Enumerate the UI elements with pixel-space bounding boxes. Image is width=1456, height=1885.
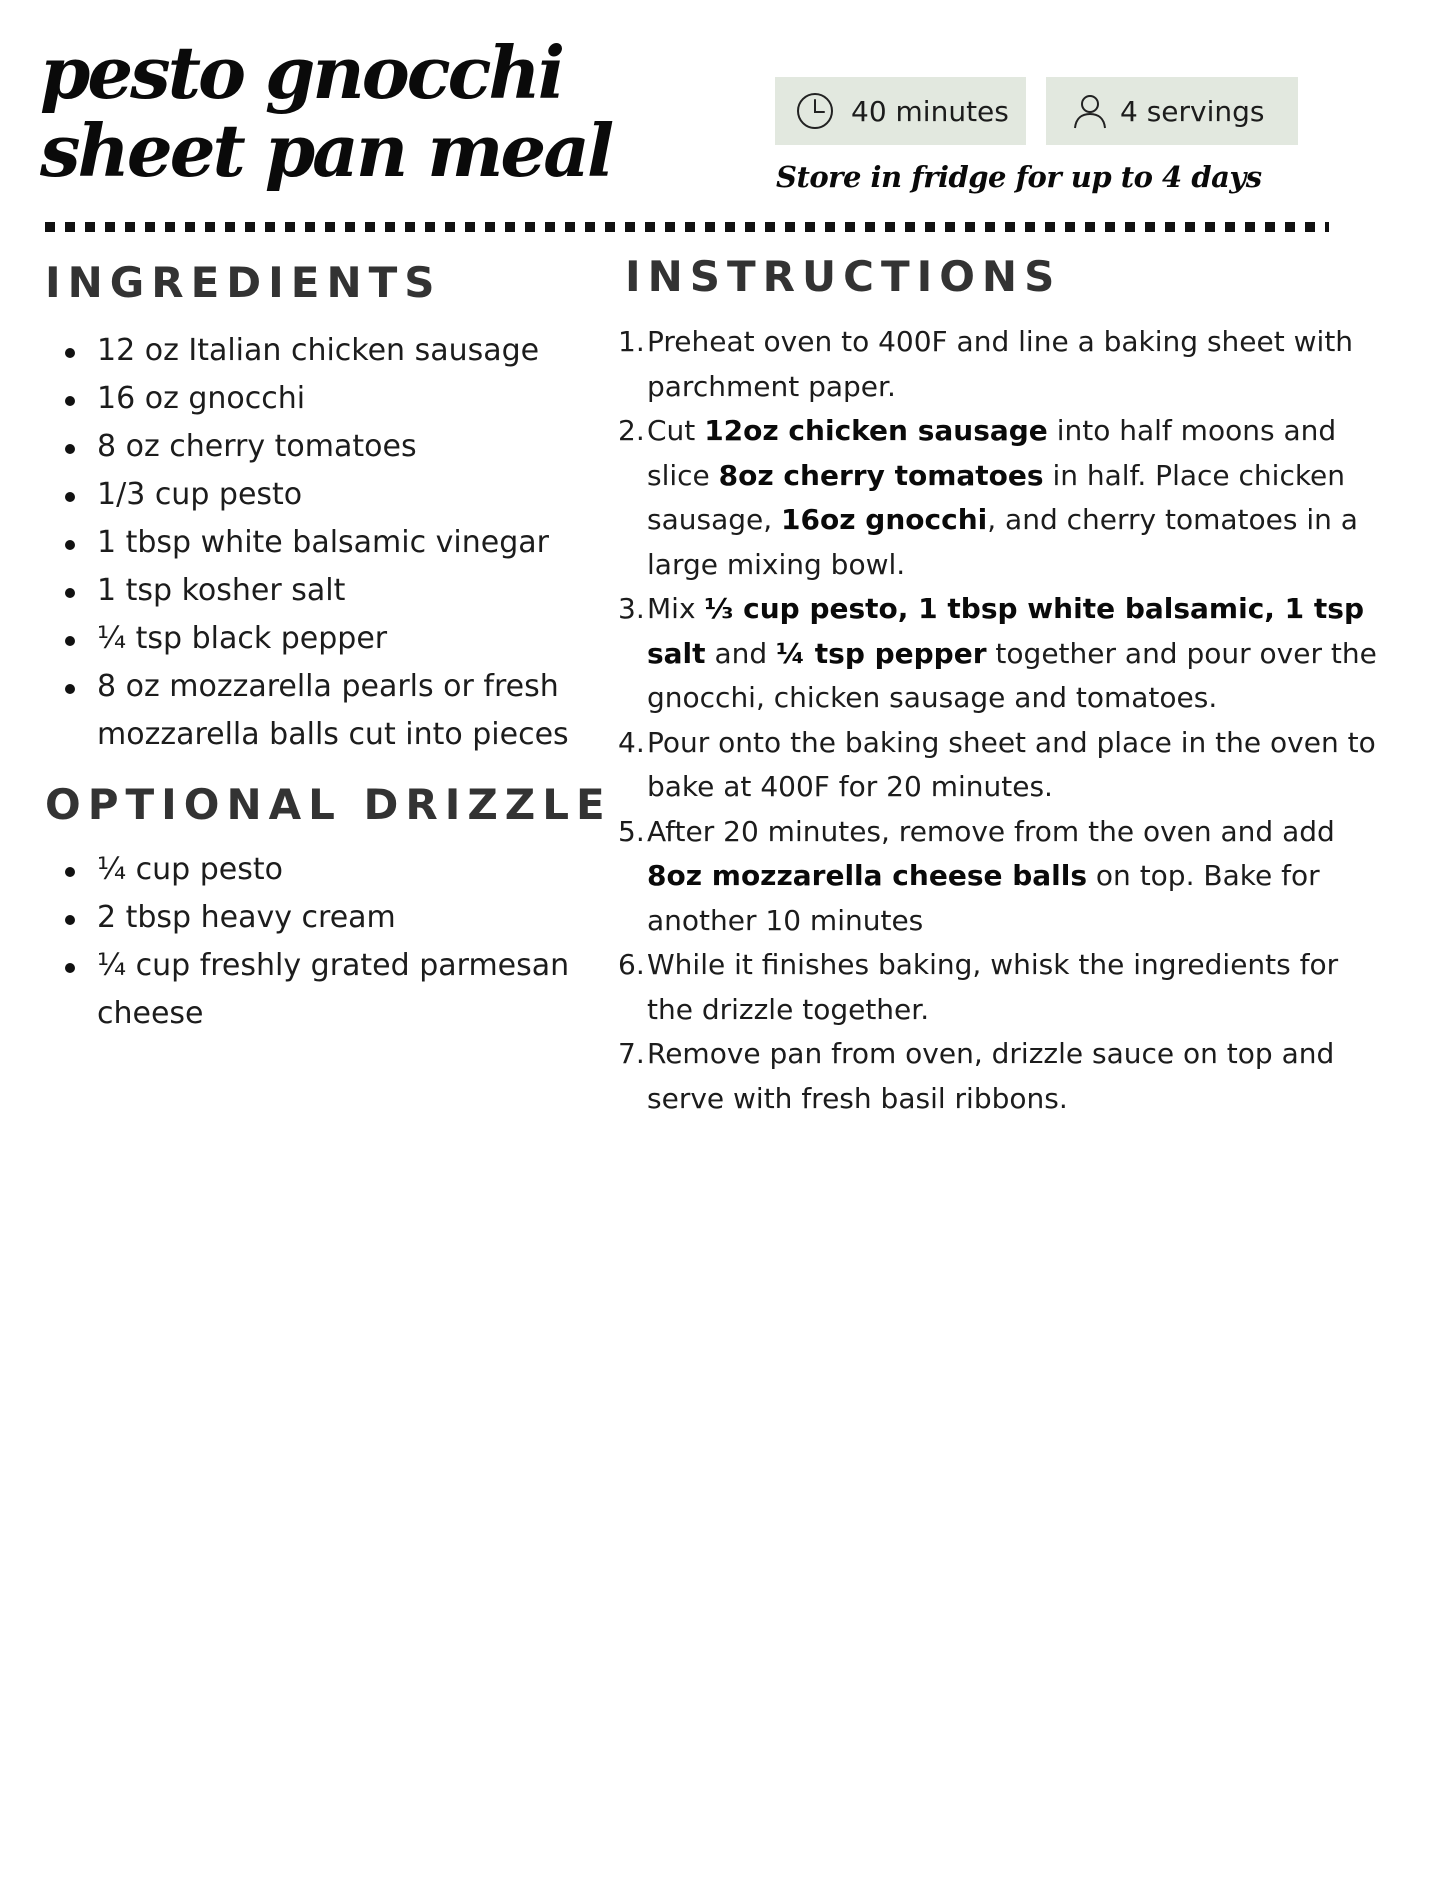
step-text: in half. Place chicken sausage, xyxy=(647,458,1346,536)
ingredient-item: 16 oz gnocchi xyxy=(57,375,577,423)
instructions-list xyxy=(618,320,1378,1121)
step-text-bold: ¼ tsp pepper xyxy=(776,636,987,670)
step-text-bold: 8oz mozzarella cheese balls xyxy=(647,859,1088,892)
step-number: 1. xyxy=(618,325,645,358)
step-text: While it finishes baking, whisk the ingredients for the drizzle together. xyxy=(647,948,1339,1026)
ingredient-item: ¼ tsp black pepper xyxy=(57,615,577,663)
ingredient-item: 8 oz mozzarella pearls or fresh mozzarella balls cut into pieces xyxy=(57,663,577,759)
drizzle-item: ¼ cup pesto xyxy=(57,846,577,894)
instruction-step xyxy=(618,1032,1378,1121)
ingredient-item: 8 oz cherry tomatoes xyxy=(57,423,577,471)
drizzle-list xyxy=(57,846,577,1038)
storage-note: Store in fridge for up to 4 days xyxy=(776,160,1262,194)
step-text: Cut xyxy=(647,414,705,447)
instruction-step xyxy=(618,721,1378,810)
servings-badge xyxy=(1046,77,1298,145)
instructions-heading: INSTRUCTIONS xyxy=(625,252,1062,301)
step-text-bold: 8oz cherry tomatoes xyxy=(718,458,1044,492)
step-text: Remove pan from oven, drizzle sauce on top and serve with fresh basil ribbons. xyxy=(647,1037,1335,1115)
clock-icon xyxy=(795,91,835,131)
person-icon xyxy=(1070,91,1110,131)
step-text: into half moons and slice xyxy=(647,414,1337,492)
dotted-divider xyxy=(45,222,1329,232)
instruction-step xyxy=(618,320,1378,409)
title-line-2: sheet pan meal xyxy=(40,108,612,193)
drizzle-item: 2 tbsp heavy cream xyxy=(57,894,577,942)
instruction-step xyxy=(618,943,1378,1032)
step-text-bold: 16oz gnocchi xyxy=(781,503,988,536)
ingredients-list xyxy=(57,327,577,759)
step-text: , and cherry tomatoes in a large mixing bowl. xyxy=(647,503,1358,581)
instruction-step xyxy=(618,587,1378,721)
step-number: 5. xyxy=(618,814,645,848)
step-text: Preheat oven to 400F and line a baking sheet with parchment paper. xyxy=(647,325,1354,403)
step-text: After 20 minutes, remove from the oven and add xyxy=(647,814,1335,848)
ingredient-item: 1 tbsp white balsamic vinegar xyxy=(57,519,577,567)
ingredients-heading: INGREDIENTS xyxy=(45,258,442,307)
step-text: Pour onto the baking sheet and place in the oven to bake at 400F for 20 minutes. xyxy=(647,725,1376,803)
time-label: 40 minutes xyxy=(851,94,1009,128)
ingredient-item: 1/3 cup pesto xyxy=(57,471,577,519)
ingredient-item: 1 tsp kosher salt xyxy=(57,567,577,615)
ingredient-item: 12 oz Italian chicken sausage xyxy=(57,327,577,375)
title-line-1: pesto gnocchi xyxy=(40,30,563,115)
time-badge xyxy=(775,77,1026,145)
step-number: 2. xyxy=(618,414,645,447)
step-text-bold: 12oz chicken sausage xyxy=(704,414,1048,447)
step-number: 4. xyxy=(618,725,645,759)
recipe-title xyxy=(40,30,612,193)
servings-label: 4 servings xyxy=(1120,94,1265,128)
step-text: and xyxy=(705,636,777,670)
step-text: Mix xyxy=(647,592,705,625)
instruction-step xyxy=(618,409,1378,587)
instruction-step xyxy=(618,810,1378,944)
step-number: 7. xyxy=(618,1037,645,1070)
step-text: together and pour over the gnocchi, chicken sausage and tomatoes. xyxy=(647,636,1377,714)
drizzle-heading: OPTIONAL DRIZZLE xyxy=(45,780,612,829)
step-text-bold: ⅓ cup pesto, 1 tbsp white balsamic, 1 tsp salt xyxy=(647,592,1364,670)
step-number: 3. xyxy=(618,592,645,625)
step-number: 6. xyxy=(618,948,645,981)
drizzle-item: ¼ cup freshly grated parmesan cheese xyxy=(57,942,577,1038)
step-text: on top. Bake for another 10 minutes xyxy=(647,859,1320,937)
